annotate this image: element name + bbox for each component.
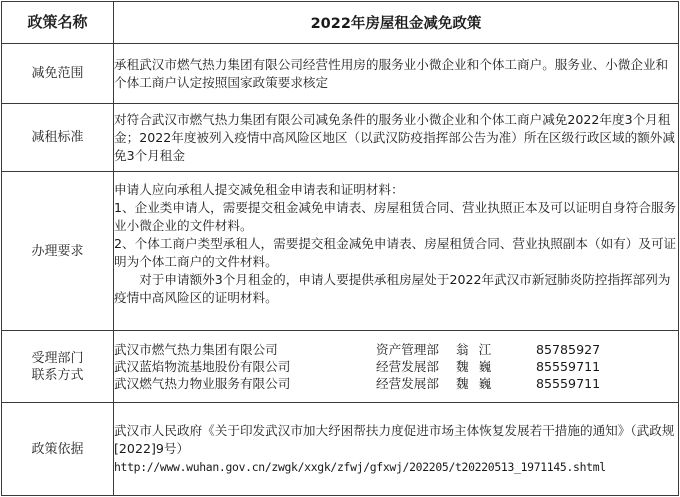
contact-phone: 85559711	[536, 376, 601, 391]
contact-department: 资产管理部	[376, 342, 439, 357]
contacts-content	[114, 331, 679, 403]
requirements-item-2: 2、个体工商户类型承租人，需要提交租金减免申请表、房屋租赁合同、营业执照副本（如有）及可证明为个体工商户的文件材料。	[114, 236, 677, 269]
contacts-label	[2, 331, 114, 403]
contact-person: 魏巍	[456, 376, 502, 391]
contact-company: 武汉蓝焰物流基地股份有限公司	[114, 359, 291, 374]
requirements-intro: 申请人应向承租人提交减免租金申请表和证明材料：	[114, 182, 404, 197]
policy-table	[1, 1, 679, 496]
contact-row	[114, 341, 678, 358]
contact-row	[114, 375, 678, 392]
policy-name-label: 政策名称	[2, 2, 114, 44]
requirements-content	[114, 172, 679, 331]
standard-label: 减租标准	[2, 104, 114, 172]
requirements-extra: 对于申请额外3个月租金的，申请人要提供承租房屋处于2022年武汉市新冠肺炎防控指挥部列为疫情中高风险区的证明材料。	[114, 272, 671, 305]
table-row-contacts	[2, 331, 679, 403]
table-row-standard	[2, 104, 679, 172]
basis-content	[114, 403, 679, 496]
table-row-scope	[2, 44, 679, 104]
contacts-label-line-1: 受理部门	[31, 350, 84, 366]
basis-label: 政策依据	[2, 403, 114, 496]
contact-department: 经营发展部	[376, 376, 439, 391]
contact-phone: 85559711	[536, 359, 601, 374]
table-row-requirements	[2, 172, 679, 331]
scope-content: 承租武汉市燃气热力集团有限公司经营性用房的服务业小微企业和个体工商户。服务业、小微企业和个体工商户认定按照国家政策要求核定	[114, 44, 679, 104]
contacts-label-line-2: 联系方式	[31, 367, 84, 383]
table-row-basis	[2, 403, 679, 496]
contact-company: 武汉燃气热力物业服务有限公司	[114, 376, 291, 391]
contact-company: 武汉市燃气热力集团有限公司	[114, 342, 278, 357]
standard-content: 对符合武汉市燃气热力集团有限公司减免条件的服务业小微企业和个体工商户减免2022年度3个月租金；2022年度被列入疫情中高风险区地区（以武汉防疫指挥部公告为准）所在区级行政区域的额外减免3个月租金	[114, 104, 679, 172]
requirements-label: 办理要求	[2, 172, 114, 331]
basis-url-link[interactable]: http://www.wuhan.gov.cn/zwgk/xxgk/zfwj/gfxwj/202205/t20220513_1971145.shtml	[114, 460, 606, 474]
contact-phone: 85785927	[536, 342, 601, 357]
contact-person: 魏巍	[456, 359, 502, 374]
contact-department: 经营发展部	[376, 359, 439, 374]
basis-document: 武汉市人民政府《关于印发武汉市加大纾困帮扶力度促进市场主体恢复发展若干措施的通知》（武政规[2022]9号）	[114, 423, 675, 456]
header-row	[2, 2, 679, 44]
requirements-item-1: 1、企业类申请人，需要提交租金减免申请表、房屋租赁合同、营业执照正本及可以证明自身符合服务业小微企业的文件材料。	[114, 200, 677, 233]
scope-label: 减免范围	[2, 44, 114, 104]
policy-title: 2022年房屋租金减免政策	[114, 2, 679, 44]
contact-row	[114, 358, 678, 375]
contact-person: 翁江	[456, 342, 502, 357]
